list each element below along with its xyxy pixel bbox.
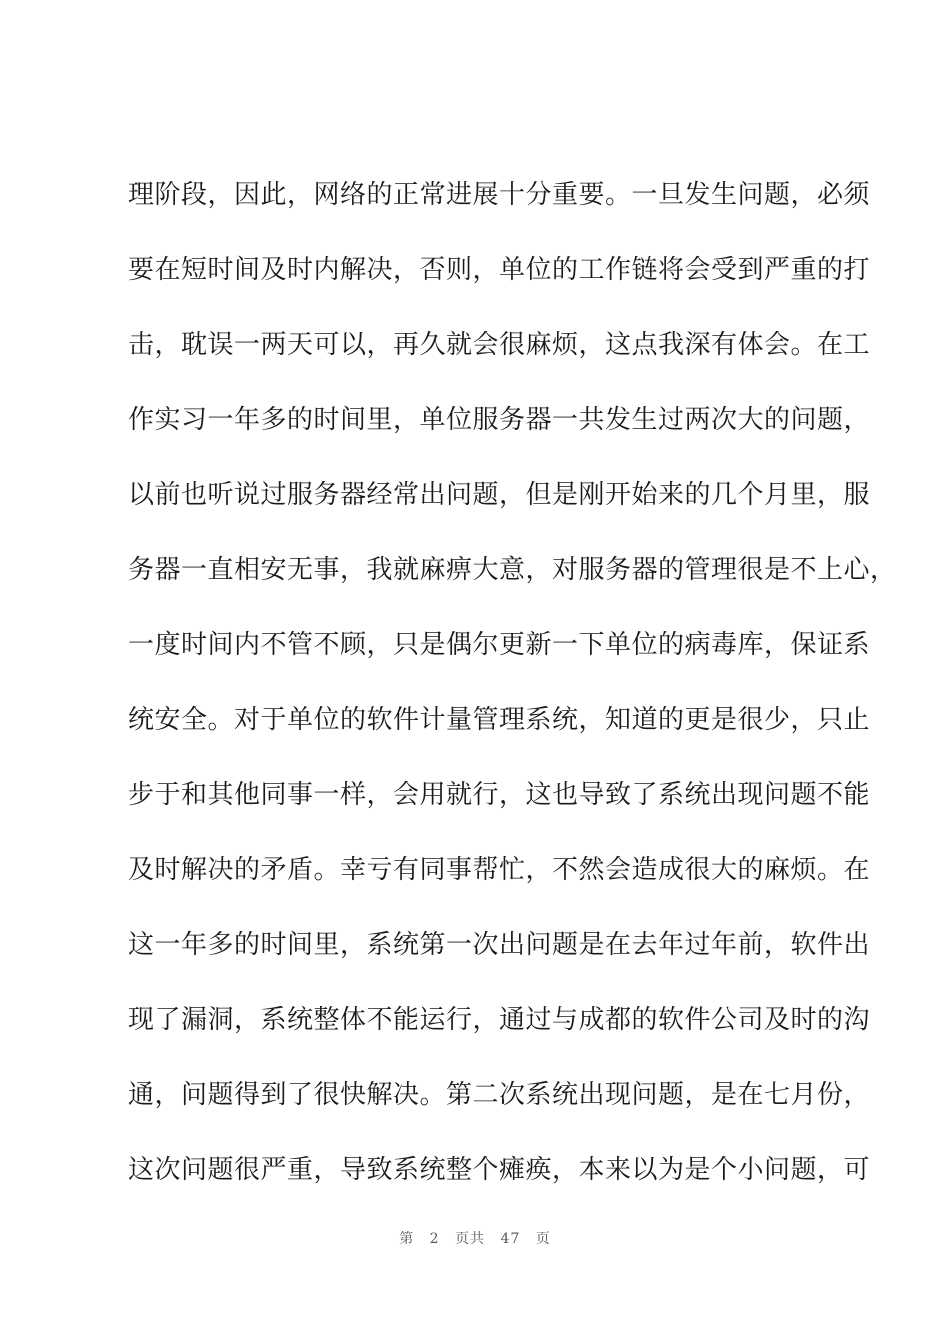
text-line: 要在短时间及时内解决，否则，单位的工作链将会受到严重的打 [128, 255, 871, 285]
text-line: 这一年多的时间里，系统第一次出问题是在去年过年前，软件出 [128, 930, 871, 960]
text-line: 务器一直相安无事，我就麻痹大意，对服务器的管理很是不上心， [128, 555, 897, 585]
text-line: 步于和其他同事一样，会用就行，这也导致了系统出现问题不能 [128, 780, 871, 810]
text-line: 一度时间内不管不顾，只是偶尔更新一下单位的病毒库，保证系 [128, 630, 871, 660]
text-line: 现了漏洞，系统整体不能运行，通过与成都的软件公司及时的沟 [128, 1005, 871, 1035]
text-line: 击，耽误一两天可以，再久就会很麻烦，这点我深有体会。在工 [128, 330, 871, 360]
text-line: 这次问题很严重，导致系统整个瘫痪，本来以为是个小问题，可 [128, 1155, 871, 1185]
body-text [128, 172, 897, 1222]
text-line: 以前也听说过服务器经常出问题，但是刚开始来的几个月里，服 [128, 480, 871, 510]
text-line: 及时解决的矛盾。幸亏有同事帮忙，不然会造成很大的麻烦。在 [128, 855, 871, 885]
page-number-footer: 第 2 页共 47 页 [399, 1231, 551, 1247]
text-line: 作实习一年多的时间里，单位服务器一共发生过两次大的问题， [128, 405, 871, 435]
text-line: 统安全。对于单位的软件计量管理系统，知道的更是很少，只止 [128, 705, 871, 735]
text-line: 通，问题得到了很快解决。第二次系统出现问题，是在七月份， [128, 1080, 871, 1110]
text-line: 理阶段，因此，网络的正常进展十分重要。一旦发生问题，必须 [128, 180, 871, 210]
